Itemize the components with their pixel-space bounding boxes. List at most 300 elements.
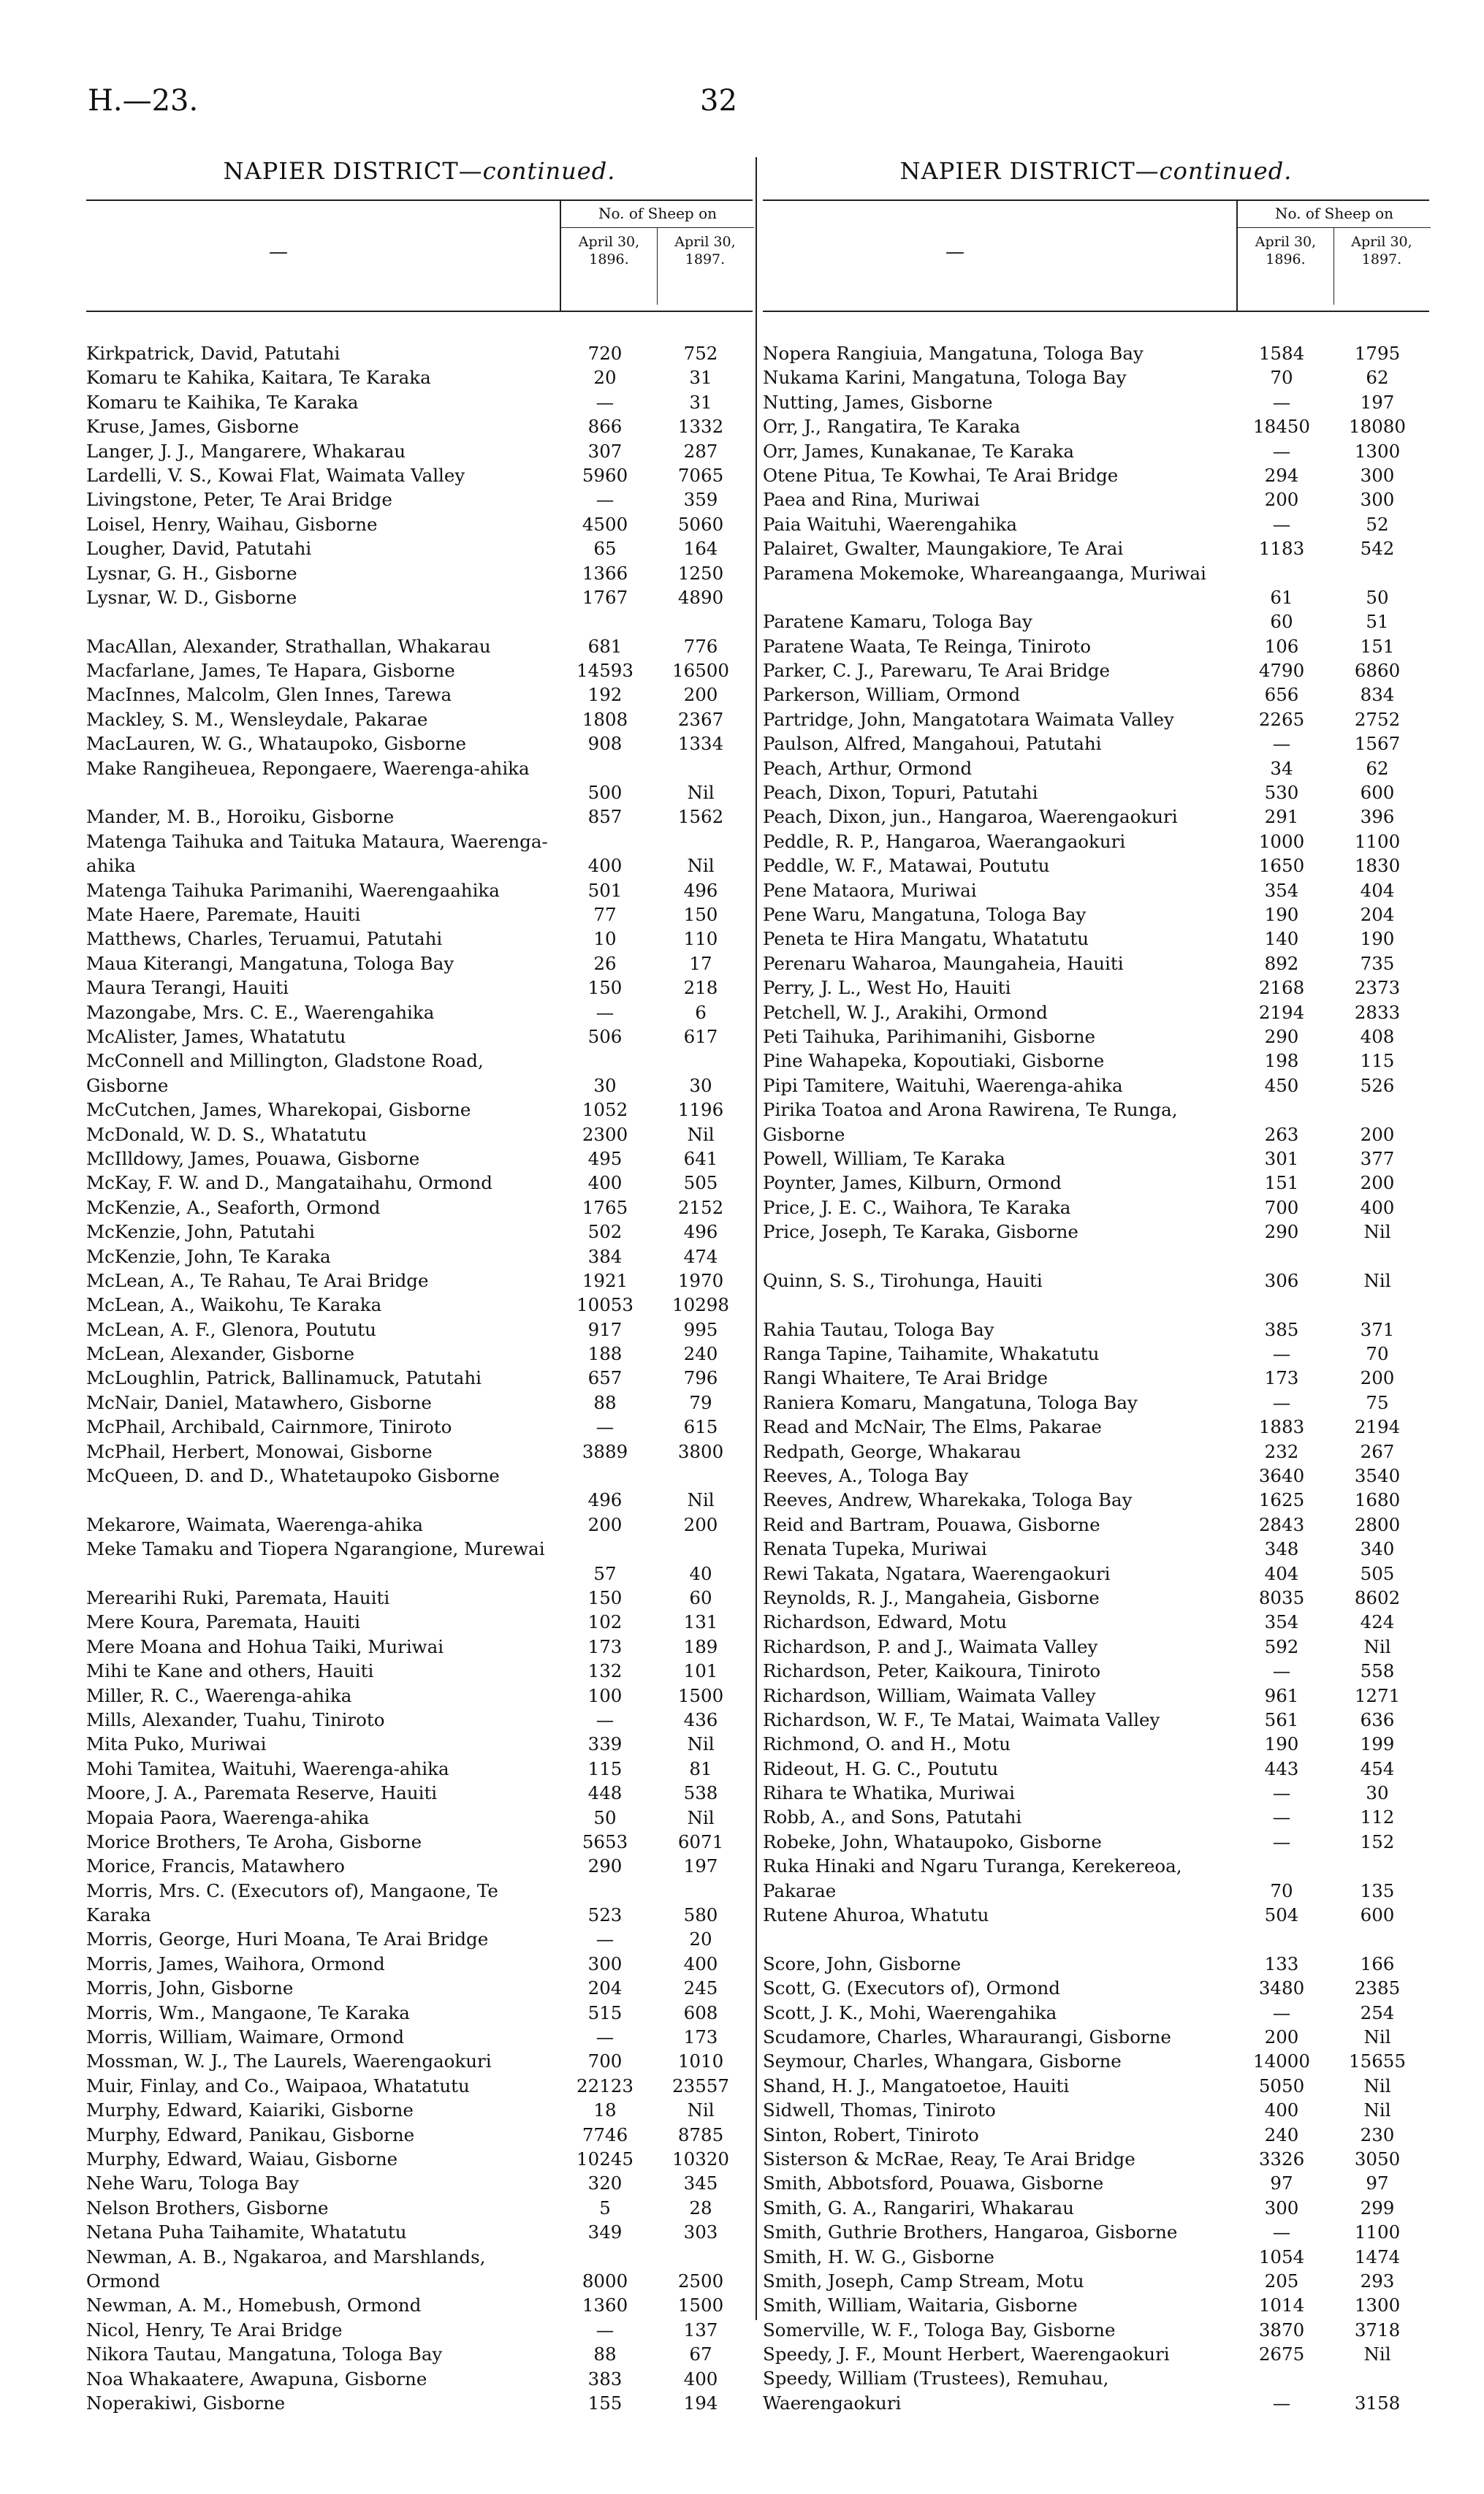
owner-name: McCutchen, James, Wharekopai, Gisborne: [86, 1099, 471, 1121]
owner-name: Pene Waru, Mangatuna, Tologa Bay: [763, 904, 1087, 925]
sheep-count-1896: 4790: [1258, 660, 1305, 682]
owner-name: Reeves, Andrew, Wharekaka, Tologa Bay: [763, 1489, 1133, 1511]
table-row: [763, 1464, 1429, 1488]
sheep-count-1896: 1052: [582, 1099, 628, 1121]
owner-name: Maura Terangi, Hauiti: [86, 977, 289, 999]
owner-name: Macfarlane, James, Te Hapara, Gisborne: [86, 660, 455, 682]
owner-name: Somerville, W. F., Tologa Bay, Gisborne: [763, 2319, 1116, 2341]
table-row: [763, 1000, 1429, 1024]
owner-name: Rewi Takata, Ngatara, Waerengaokuri: [763, 1562, 1111, 1584]
sheep-count-1897: 10298: [672, 1294, 729, 1316]
sheep-count-1897: 1680: [1354, 1489, 1401, 1511]
sheep-count-1896: 173: [587, 1635, 623, 1657]
sheep-count-1896: —: [1272, 513, 1291, 535]
sheep-count-1896: 290: [1264, 1025, 1299, 1047]
owner-name: Ranga Tapine, Taihamite, Whakatutu: [763, 1343, 1100, 1365]
owner-name: McKenzie, John, Patutahi: [86, 1221, 315, 1243]
left-table-header: [86, 199, 753, 312]
table-row: [86, 1415, 753, 1439]
owner-name: Parker, C. J., Parewaru, Te Arai Bridge: [763, 660, 1110, 682]
sheep-count-1896: —: [1272, 1830, 1291, 1852]
sheep-count-1896: 155: [587, 2392, 623, 2414]
sheep-count-1897: Nil: [1363, 2099, 1391, 2121]
owner-name: McLean, A., Te Rahau, Te Arai Bridge: [86, 1269, 429, 1291]
sheep-count-1897: 16500: [672, 660, 729, 682]
page-header: [0, 84, 1484, 135]
sheep-count-1896: 448: [587, 1782, 623, 1804]
owner-name: Scudamore, Charles, Wharaurangi, Gisborne: [763, 2026, 1171, 2048]
table-row: [86, 683, 753, 707]
owner-name: Otene Pitua, Te Kowhai, Te Arai Bridge: [763, 464, 1119, 486]
table-row: [763, 1440, 1429, 1464]
sheep-count-1896: 294: [1264, 464, 1299, 486]
owner-name: McQueen, D. and D., Whatetaupoko Gisborne: [86, 1465, 500, 1487]
owner-name: Parkerson, William, Ormond: [763, 684, 1021, 706]
sheep-count-1896: 198: [1264, 1050, 1299, 1072]
owner-name: Speedy, J. F., Mount Herbert, Waerengaokuri: [763, 2343, 1170, 2365]
owner-name: Orr, J., Rangatira, Te Karaka: [763, 416, 1021, 438]
owner-name: Kirkpatrick, David, Patutahi: [86, 343, 340, 364]
sheep-count-1896: 917: [587, 1318, 623, 1340]
table-row: [86, 365, 753, 389]
sheep-count-1897: 1300: [1354, 440, 1401, 462]
sheep-count-1896: 354: [1264, 1611, 1299, 1633]
sheep-count-1897: 1196: [677, 1099, 724, 1121]
sheep-count-1897: 617: [683, 1025, 718, 1047]
table-row: [86, 1708, 753, 1732]
table-row: [86, 487, 753, 512]
table-row: [86, 585, 753, 609]
owner-name: Richardson, W. F., Te Matai, Waimata Valley: [763, 1708, 1160, 1730]
sheep-count-1896: 150: [587, 1587, 623, 1608]
sheep-count-1896: 10: [593, 928, 617, 950]
table-row: [86, 2147, 753, 2171]
table-row: [86, 1195, 753, 1220]
left-column-title: NAPIER DISTRICT—continued.: [223, 157, 616, 185]
owner-name: Paratene Kamaru, Tologa Bay: [763, 611, 1032, 633]
table-row: [763, 1830, 1429, 1854]
sheep-count-1896: —: [595, 2026, 614, 2048]
sheep-count-1896: 384: [587, 1245, 623, 1267]
sheep-count-1897: 474: [683, 1245, 718, 1267]
sheep-count-1897: 359: [683, 489, 718, 511]
owner-name: Morris, James, Waihora, Ormond: [86, 1953, 385, 1974]
sheep-count-1897: 2373: [1354, 977, 1401, 999]
sheep-count-1896: 354: [1264, 879, 1299, 901]
table-row: [763, 1220, 1429, 1244]
table-row: [86, 1147, 753, 1171]
owner-name: Sinton, Robert, Tiniroto: [763, 2124, 979, 2145]
owner-name: Sidwell, Thomas, Tiniroto: [763, 2099, 996, 2121]
sheep-count-1896: 592: [1264, 1635, 1299, 1657]
sheep-count-1897: 1970: [677, 1269, 724, 1291]
table-row: [86, 2196, 753, 2220]
sheep-count-1896: 450: [1264, 1074, 1299, 1096]
table-row: [763, 1537, 1429, 1561]
sheep-count-1897: 67: [689, 2343, 712, 2365]
owner-name: Perry, J. L., West Ho, Hauiti: [763, 977, 1011, 999]
sheep-count-1896: 22123: [577, 2075, 633, 2096]
owner-name: Poynter, James, Kilburn, Ormond: [763, 1172, 1062, 1194]
table-row: [86, 2220, 753, 2244]
table-row: [763, 414, 1429, 438]
sheep-count-1897: 600: [1360, 1904, 1395, 1926]
sheep-count-1897: 7065: [677, 464, 724, 486]
sheep-count-1897: 496: [683, 1221, 718, 1243]
table-row: [86, 2049, 753, 2073]
sheep-count-1896: 349: [587, 2221, 623, 2243]
owner-name: Newman, A. M., Homebush, Ormond: [86, 2295, 422, 2316]
sheep-count-1897: 200: [683, 684, 718, 706]
sheep-count-1896: 97: [1270, 2172, 1293, 2194]
table-row: [86, 1659, 753, 1683]
owner-name: Pirika Toatoa and Arona Rawirena, Te Runga, Gisborne: [763, 1099, 1178, 1145]
sheep-count-1896: 1054: [1258, 2246, 1305, 2267]
sheep-count-1896: —: [1272, 1343, 1291, 1365]
sheep-count-1897: 40: [689, 1562, 712, 1584]
owner-name: Redpath, George, Whakarau: [763, 1440, 1021, 1462]
table-row: [86, 634, 753, 658]
sheep-count-1896: 2194: [1258, 1001, 1305, 1023]
sheep-count-1896: 290: [587, 1855, 623, 1877]
sheep-count-1896: 2265: [1258, 708, 1305, 730]
sheep-count-1896: 3480: [1258, 1977, 1305, 1999]
table-row: [763, 2196, 1429, 2220]
table-row: [86, 414, 753, 438]
table-row: [86, 341, 753, 365]
sheep-count-1896: 515: [587, 2001, 623, 2023]
sheep-count-1897: 10320: [672, 2148, 729, 2170]
sheep-count-1897: 526: [1360, 1074, 1395, 1096]
sheep-count-1896: 500: [587, 782, 623, 804]
sheep-count-1896: 173: [1264, 1367, 1299, 1389]
owner-name: Morris, George, Huri Moana, Te Arai Bridge: [86, 1928, 489, 1950]
sheep-count-1897: 240: [683, 1343, 718, 1365]
sheep-count-1896: 5050: [1258, 2075, 1305, 2096]
sheep-count-1897: 6071: [677, 1830, 724, 1852]
sheep-count-1897: 3800: [677, 1440, 724, 1462]
sheep-count-1896: 495: [587, 1147, 623, 1169]
table-row: [763, 1805, 1429, 1829]
owner-name: Peddle, R. P., Hangaroa, Waerangaokuri: [763, 830, 1126, 852]
table-row: [763, 1708, 1429, 1732]
table-row: [763, 1757, 1429, 1781]
sheep-count-1897: 2367: [677, 708, 724, 730]
table-row: [763, 829, 1429, 853]
owner-name: Mills, Alexander, Tuahu, Tiniroto: [86, 1708, 385, 1730]
sheep-count-1897: 1250: [677, 562, 724, 584]
right-column-title: NAPIER DISTRICT—continued.: [899, 157, 1293, 185]
table-row: [86, 1610, 753, 1634]
sheep-count-1896: 300: [1264, 2197, 1299, 2219]
table-row: [86, 1049, 753, 1098]
owner-name: Richardson, Peter, Kaikoura, Tiniroto: [763, 1660, 1101, 1682]
table-row: [86, 1879, 753, 1928]
owner-name: Murphy, Edward, Panikau, Gisborne: [86, 2124, 415, 2145]
sheep-count-1897: 2152: [677, 1196, 724, 1218]
left-column: [86, 157, 753, 2415]
sheep-count-1897: 3540: [1354, 1465, 1401, 1486]
sheep-count-1897: 194: [683, 2392, 718, 2414]
table-row: [763, 805, 1429, 829]
sheep-count-1896: 300: [587, 1953, 623, 1974]
sheep-count-1897: 834: [1360, 684, 1395, 706]
sheep-count-1897: 173: [683, 2026, 718, 2048]
sheep-count-1896: —: [1272, 1806, 1291, 1828]
owner-name: McNair, Daniel, Matawhero, Gisborne: [86, 1391, 432, 1413]
sheep-count-1897: 735: [1360, 952, 1395, 974]
sheep-count-1897: 197: [1360, 391, 1395, 413]
owner-name: Maua Kiterangi, Mangatuna, Tologa Bay: [86, 952, 454, 974]
sheep-count-1896: 188: [587, 1343, 623, 1365]
table-row: [86, 1293, 753, 1317]
sheep-count-1896: 132: [587, 1660, 623, 1682]
sheep-count-1896: 1767: [582, 586, 628, 608]
owner-name: Nikora Tautau, Mangatuna, Tologa Bay: [86, 2343, 443, 2365]
sheep-count-1896: 301: [1264, 1147, 1299, 1169]
table-row: [763, 1952, 1429, 1976]
sheep-count-1896: 400: [587, 1172, 623, 1194]
sheep-count-1897: 2752: [1354, 708, 1401, 730]
owner-name: Mopaia Paora, Waerenga-ahika: [86, 1806, 370, 1828]
owner-name: Peach, Dixon, Topuri, Patutahi: [763, 782, 1038, 804]
owner-name: McLean, Alexander, Gisborne: [86, 1343, 354, 1365]
sheep-count-1897: 641: [683, 1147, 718, 1169]
table-row: [763, 1732, 1429, 1756]
owner-name: Noperakiwi, Gisborne: [86, 2392, 286, 2414]
table-row: [763, 1098, 1429, 1147]
owner-name: Smith, Abbotsford, Pouawa, Gisborne: [763, 2172, 1104, 2194]
table-row: [86, 2391, 753, 2415]
owner-name: McAlister, James, Whatatutu: [86, 1025, 346, 1047]
sheep-count-1896: 20: [593, 367, 617, 389]
owner-name: Paratene Waata, Te Reinga, Tiniroto: [763, 635, 1092, 657]
table-row: [763, 780, 1429, 805]
sheep-count-1896: 8035: [1258, 1586, 1305, 1608]
sheep-count-1896: 320: [587, 2172, 623, 2194]
owner-name: Score, John, Gisborne: [763, 1953, 962, 1974]
table-row: [86, 1537, 753, 1586]
sheep-count-1896: 34: [1270, 757, 1293, 779]
table-row: [86, 439, 753, 463]
table-row: [86, 1806, 753, 1830]
sheep-count-1896: 383: [587, 2368, 623, 2390]
sheep-count-1897: 3718: [1354, 2319, 1401, 2341]
table-row: [763, 731, 1429, 756]
sheep-count-1896: 2168: [1258, 977, 1305, 999]
sheep-count-1896: 102: [587, 1611, 623, 1633]
sheep-count-1897: Nil: [1363, 1635, 1391, 1657]
owner-name: Seymour, Charles, Whangara, Gisborne: [763, 2050, 1122, 2072]
sheep-count-1896: —: [595, 1416, 614, 1438]
table-row: [86, 902, 753, 927]
owner-name: Robb, A., and Sons, Patutahi: [763, 1806, 1022, 1828]
sheep-count-1896: —: [1272, 391, 1291, 413]
table-row: [763, 658, 1429, 683]
sheep-count-1896: 14000: [1253, 2050, 1310, 2072]
sheep-count-1896: 385: [1264, 1318, 1299, 1340]
right-column: [763, 157, 1429, 2415]
owner-name: McIlldowy, James, Pouawa, Gisborne: [86, 1147, 420, 1169]
table-row: [86, 1440, 753, 1464]
table-row: [86, 1927, 753, 1951]
owner-name: Murphy, Edward, Waiau, Gisborne: [86, 2148, 398, 2170]
table-row: [763, 634, 1429, 658]
table-row: [763, 1195, 1429, 1220]
sheep-count-1897: 200: [1360, 1367, 1395, 1389]
sheep-count-1896: 140: [1264, 928, 1299, 950]
table-row: [763, 1610, 1429, 1634]
owner-name: Price, Joseph, Te Karaka, Gisborne: [763, 1221, 1078, 1243]
owner-name: Mate Haere, Paremate, Hauiti: [86, 904, 361, 926]
sheep-count-1896: 307: [587, 440, 623, 462]
owner-name: Mere Moana and Hohua Taiki, Muriwai: [86, 1635, 444, 1657]
owner-name: MacAllan, Alexander, Strathallan, Whakarau: [86, 635, 491, 657]
sheep-count-1896: 348: [1264, 1538, 1299, 1560]
sheep-count-1896: 204: [587, 1977, 623, 1999]
sheep-count-1897: 538: [683, 1782, 718, 1804]
year-1897-header: April 30, 1897.: [657, 227, 753, 305]
owner-name: Partridge, John, Mangatotara Waimata Valley: [763, 708, 1174, 730]
table-row: [763, 951, 1429, 976]
owner-name: Richardson, Edward, Motu: [763, 1611, 1008, 1633]
sheep-count-1897: 1100: [1354, 830, 1401, 852]
sheep-count-1897: 245: [683, 1977, 718, 1999]
sheep-count-header: [1236, 201, 1431, 311]
owner-name: Mander, M. B., Horoiku, Gisborne: [86, 806, 395, 828]
owner-name: Smith, Joseph, Camp Stream, Motu: [763, 2270, 1084, 2292]
sheep-count-1897: Nil: [1363, 1269, 1391, 1291]
owner-name: Newman, A. B., Ngakaroa, and Marshlands, Ormond: [86, 2246, 486, 2292]
owner-name: Pipi Tamitere, Waituhi, Waerenga-ahika: [763, 1074, 1123, 1096]
sheep-count-1896: 561: [1264, 1708, 1299, 1730]
sheep-count-1897: 1830: [1354, 855, 1401, 877]
owner-name: Robeke, John, Whataupoko, Gisborne: [763, 1830, 1102, 1852]
table-row: [86, 1098, 753, 1122]
table-row: [763, 2001, 1429, 2025]
table-row: [763, 927, 1429, 951]
table-row: [763, 1391, 1429, 1415]
owner-name: Rideout, H. G. C., Poututu: [763, 1757, 999, 1779]
sheep-count-1897: 62: [1366, 757, 1389, 779]
sheep-count-1896: 263: [1264, 1123, 1299, 1145]
sheep-count-1896: 14593: [577, 660, 633, 682]
owner-name: Nukama Karini, Mangatuna, Tologa Bay: [763, 367, 1127, 389]
table-row: [86, 1000, 753, 1024]
sheep-count-1896: 70: [1270, 367, 1293, 389]
table-row: [86, 1024, 753, 1049]
owner-name: Scott, G. (Executors of), Ormond: [763, 1977, 1060, 1999]
sheep-count-1897: 615: [683, 1416, 718, 1438]
owner-name: Miller, R. C., Waerenga-ahika: [86, 1684, 352, 1706]
sheep-count-group-label: No. of Sheep on: [561, 201, 754, 228]
sheep-count-1896: 1360: [582, 2295, 628, 2316]
sheep-count-1896: 306: [1264, 1269, 1299, 1291]
table-row: [86, 512, 753, 536]
owner-name: Paramena Mokemoke, Whareangaanga, Muriwai: [763, 562, 1206, 584]
sheep-count-1897: 4890: [677, 586, 724, 608]
table-row: [763, 2293, 1429, 2317]
sheep-count-1897: 166: [1360, 1953, 1395, 1974]
sheep-count-1896: 443: [1264, 1757, 1299, 1779]
sheep-count-1897: 303: [683, 2221, 718, 2243]
table-row: [763, 341, 1429, 365]
table-row: [86, 1171, 753, 1195]
table-row: [763, 1586, 1429, 1610]
sheep-count-1896: —: [1272, 1660, 1291, 1682]
table-row: [86, 1342, 753, 1366]
owner-name: Richardson, William, Waimata Valley: [763, 1684, 1096, 1706]
table-row: [86, 1586, 753, 1610]
owner-name: Mackley, S. M., Wensleydale, Pakarae: [86, 708, 428, 730]
owner-name: Powell, William, Te Karaka: [763, 1147, 1005, 1169]
sheep-count-1896: 232: [1264, 1440, 1299, 1462]
sheep-count-1897: 15655: [1349, 2050, 1406, 2072]
owner-name: Rutene Ahuroa, Whatutu: [763, 1904, 989, 1926]
table-row: [86, 2025, 753, 2049]
sheep-count-1896: 88: [593, 1391, 617, 1413]
sheep-count-1896: 857: [587, 806, 623, 828]
sheep-count-1897: 293: [1360, 2270, 1395, 2292]
table-row: [86, 927, 753, 951]
sheep-count-1896: 339: [587, 1733, 623, 1755]
sheep-count-1897: 1500: [677, 1684, 724, 1706]
table-row: [86, 707, 753, 731]
sheep-count-1896: 65: [593, 538, 617, 560]
sheep-count-1897: 636: [1360, 1708, 1395, 1730]
sheep-count-1896: 150: [587, 977, 623, 999]
sheep-count-1896: 681: [587, 635, 623, 657]
sheep-count-1896: 1183: [1258, 538, 1305, 560]
owner-name: McKenzie, A., Seaforth, Ormond: [86, 1196, 381, 1218]
sheep-count-1896: 1883: [1258, 1416, 1305, 1438]
owner-name: Mazongabe, Mrs. C. E., Waerengahika: [86, 1001, 435, 1023]
sheep-count-1896: 892: [1264, 952, 1299, 974]
sheep-count-1896: —: [1272, 1782, 1291, 1804]
table-row: [763, 2049, 1429, 2073]
sheep-count-1896: 60: [1270, 611, 1293, 633]
sheep-count-1896: 501: [587, 879, 623, 901]
sheep-count-1896: 18450: [1253, 416, 1310, 438]
sheep-count-1897: 2194: [1354, 1416, 1401, 1438]
sheep-count-1897: 496: [683, 879, 718, 901]
sheep-count-1896: 1808: [582, 708, 628, 730]
name-column-header: —: [269, 241, 288, 263]
table-row: [763, 1318, 1429, 1342]
sheep-count-1896: 1625: [1258, 1489, 1305, 1511]
sheep-count-1896: 3640: [1258, 1465, 1305, 1486]
sheep-count-1897: 3050: [1354, 2148, 1401, 2170]
sheep-count-1897: 580: [683, 1904, 718, 1926]
table-row: [763, 707, 1429, 731]
owner-name: Nutting, James, Gisborne: [763, 391, 993, 413]
sheep-count-1897: Nil: [1363, 2075, 1391, 2096]
sheep-count-1896: 5653: [582, 1830, 628, 1852]
owner-name: Perenaru Waharoa, Maungaheia, Hauiti: [763, 952, 1124, 974]
table-row: [86, 1757, 753, 1781]
table-row: [763, 439, 1429, 463]
sheep-count-1896: 4500: [582, 513, 628, 535]
sheep-count-1897: 1271: [1354, 1684, 1401, 1706]
owner-name: Make Rangiheuea, Repongaere, Waerenga-ahika: [86, 757, 530, 779]
sheep-count-1897: 115: [1360, 1050, 1395, 1072]
owner-name: Morris, Mrs. C. (Executors of), Mangaone, Te Karaka: [86, 1879, 498, 1926]
table-row: [86, 1830, 753, 1854]
table-row: [763, 390, 1429, 414]
sheep-count-1897: 371: [1360, 1318, 1395, 1340]
table-row: [86, 1122, 753, 1147]
table-row: [763, 2366, 1429, 2415]
